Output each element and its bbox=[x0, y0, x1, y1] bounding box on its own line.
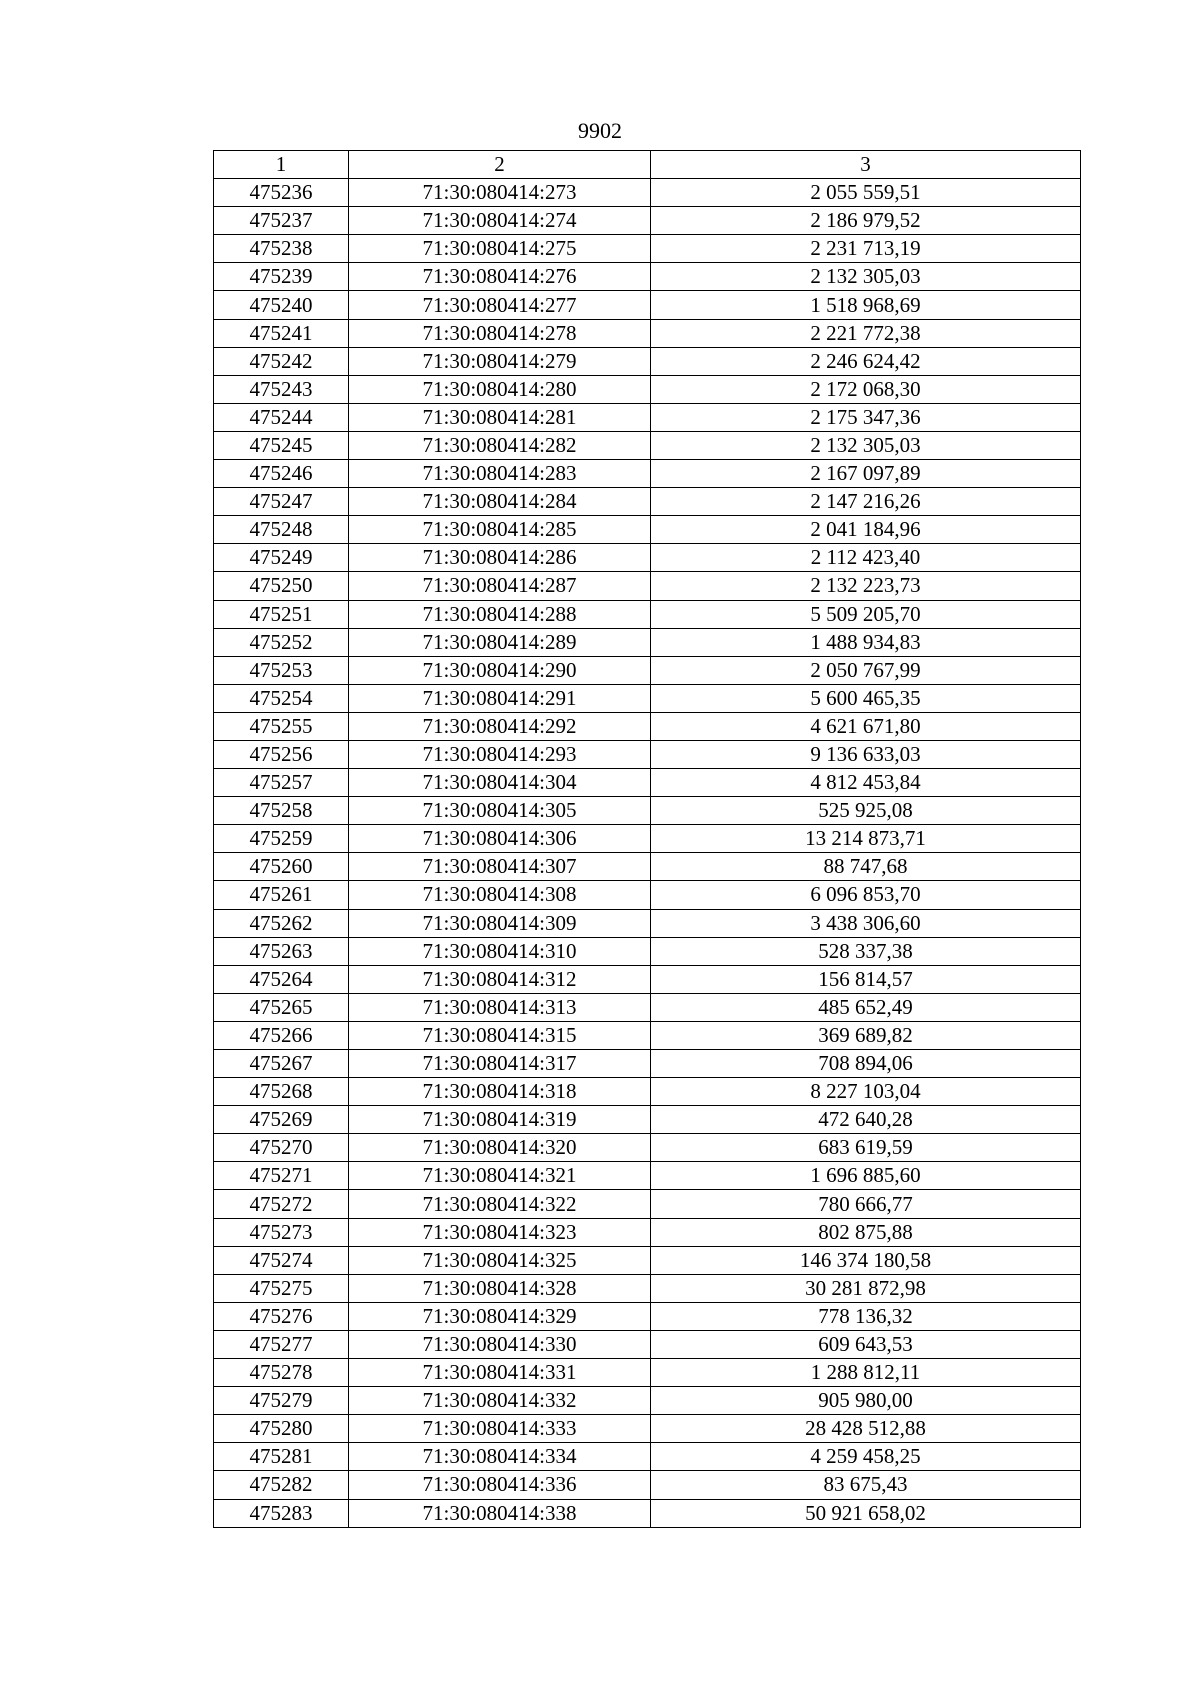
cell-number: 475236 bbox=[214, 179, 349, 207]
table-row bbox=[214, 1190, 1081, 1218]
cell-value: 802 875,88 bbox=[651, 1218, 1081, 1246]
cell-value: 485 652,49 bbox=[651, 993, 1081, 1021]
cell-value: 2 186 979,52 bbox=[651, 207, 1081, 235]
cell-number: 475267 bbox=[214, 1050, 349, 1078]
table-row bbox=[214, 544, 1081, 572]
cell-number: 475283 bbox=[214, 1499, 349, 1527]
table-row bbox=[214, 1021, 1081, 1049]
table-row bbox=[214, 460, 1081, 488]
cell-number: 475246 bbox=[214, 460, 349, 488]
cell-value: 1 288 812,11 bbox=[651, 1359, 1081, 1387]
cell-number: 475260 bbox=[214, 853, 349, 881]
cell-value: 1 488 934,83 bbox=[651, 628, 1081, 656]
table-header bbox=[214, 151, 1081, 179]
cell-value: 6 096 853,70 bbox=[651, 881, 1081, 909]
cell-value: 156 814,57 bbox=[651, 965, 1081, 993]
cell-number: 475261 bbox=[214, 881, 349, 909]
cell-value: 28 428 512,88 bbox=[651, 1415, 1081, 1443]
cell-cadastral-number: 71:30:080414:329 bbox=[349, 1302, 651, 1330]
cell-cadastral-number: 71:30:080414:318 bbox=[349, 1078, 651, 1106]
table-row bbox=[214, 600, 1081, 628]
cell-cadastral-number: 71:30:080414:278 bbox=[349, 319, 651, 347]
cell-number: 475243 bbox=[214, 375, 349, 403]
cell-number: 475278 bbox=[214, 1359, 349, 1387]
cell-value: 2 112 423,40 bbox=[651, 544, 1081, 572]
cell-number: 475252 bbox=[214, 628, 349, 656]
cell-cadastral-number: 71:30:080414:273 bbox=[349, 179, 651, 207]
table-row bbox=[214, 1106, 1081, 1134]
cell-number: 475266 bbox=[214, 1021, 349, 1049]
cell-number: 475239 bbox=[214, 263, 349, 291]
cell-cadastral-number: 71:30:080414:309 bbox=[349, 909, 651, 937]
table-row bbox=[214, 403, 1081, 431]
table-row bbox=[214, 347, 1081, 375]
table-row bbox=[214, 797, 1081, 825]
cell-value: 5 509 205,70 bbox=[651, 600, 1081, 628]
table-row bbox=[214, 909, 1081, 937]
table-row bbox=[214, 1471, 1081, 1499]
cell-number: 475274 bbox=[214, 1246, 349, 1274]
cell-number: 475245 bbox=[214, 431, 349, 459]
table-row bbox=[214, 1050, 1081, 1078]
cell-value: 2 221 772,38 bbox=[651, 319, 1081, 347]
cell-value: 2 167 097,89 bbox=[651, 460, 1081, 488]
cell-cadastral-number: 71:30:080414:320 bbox=[349, 1134, 651, 1162]
cell-number: 475276 bbox=[214, 1302, 349, 1330]
cell-cadastral-number: 71:30:080414:291 bbox=[349, 684, 651, 712]
cell-number: 475238 bbox=[214, 235, 349, 263]
cell-cadastral-number: 71:30:080414:279 bbox=[349, 347, 651, 375]
cell-cadastral-number: 71:30:080414:306 bbox=[349, 825, 651, 853]
cell-value: 146 374 180,58 bbox=[651, 1246, 1081, 1274]
cell-cadastral-number: 71:30:080414:283 bbox=[349, 460, 651, 488]
cell-value: 88 747,68 bbox=[651, 853, 1081, 881]
cell-value: 3 438 306,60 bbox=[651, 909, 1081, 937]
cell-value: 2 055 559,51 bbox=[651, 179, 1081, 207]
cell-value: 13 214 873,71 bbox=[651, 825, 1081, 853]
table-row bbox=[214, 853, 1081, 881]
table-row bbox=[214, 1415, 1081, 1443]
table-row bbox=[214, 656, 1081, 684]
cell-number: 475256 bbox=[214, 740, 349, 768]
table-row bbox=[214, 488, 1081, 516]
cell-cadastral-number: 71:30:080414:289 bbox=[349, 628, 651, 656]
cell-value: 2 231 713,19 bbox=[651, 235, 1081, 263]
cell-cadastral-number: 71:30:080414:292 bbox=[349, 712, 651, 740]
cell-value: 528 337,38 bbox=[651, 937, 1081, 965]
cell-cadastral-number: 71:30:080414:282 bbox=[349, 431, 651, 459]
cell-cadastral-number: 71:30:080414:315 bbox=[349, 1021, 651, 1049]
cell-cadastral-number: 71:30:080414:332 bbox=[349, 1387, 651, 1415]
table-row bbox=[214, 769, 1081, 797]
cell-value: 2 041 184,96 bbox=[651, 516, 1081, 544]
cell-number: 475277 bbox=[214, 1330, 349, 1358]
table-row bbox=[214, 825, 1081, 853]
table-row bbox=[214, 516, 1081, 544]
column-header-2: 2 bbox=[349, 151, 651, 179]
cell-value: 609 643,53 bbox=[651, 1330, 1081, 1358]
table-row bbox=[214, 375, 1081, 403]
cell-cadastral-number: 71:30:080414:288 bbox=[349, 600, 651, 628]
cell-value: 9 136 633,03 bbox=[651, 740, 1081, 768]
cell-number: 475248 bbox=[214, 516, 349, 544]
header-row bbox=[214, 151, 1081, 179]
cell-number: 475251 bbox=[214, 600, 349, 628]
cell-cadastral-number: 71:30:080414:323 bbox=[349, 1218, 651, 1246]
table-row bbox=[214, 235, 1081, 263]
cell-value: 2 246 624,42 bbox=[651, 347, 1081, 375]
cell-value: 780 666,77 bbox=[651, 1190, 1081, 1218]
cell-number: 475249 bbox=[214, 544, 349, 572]
cell-value: 4 621 671,80 bbox=[651, 712, 1081, 740]
table-row bbox=[214, 291, 1081, 319]
cell-cadastral-number: 71:30:080414:307 bbox=[349, 853, 651, 881]
cell-number: 475241 bbox=[214, 319, 349, 347]
cell-cadastral-number: 71:30:080414:275 bbox=[349, 235, 651, 263]
cell-cadastral-number: 71:30:080414:285 bbox=[349, 516, 651, 544]
cell-value: 708 894,06 bbox=[651, 1050, 1081, 1078]
cell-number: 475250 bbox=[214, 572, 349, 600]
cell-cadastral-number: 71:30:080414:334 bbox=[349, 1443, 651, 1471]
cell-number: 475273 bbox=[214, 1218, 349, 1246]
table-body bbox=[214, 179, 1081, 1528]
cell-cadastral-number: 71:30:080414:287 bbox=[349, 572, 651, 600]
cell-number: 475258 bbox=[214, 797, 349, 825]
cell-value: 905 980,00 bbox=[651, 1387, 1081, 1415]
cell-cadastral-number: 71:30:080414:304 bbox=[349, 769, 651, 797]
table-row bbox=[214, 628, 1081, 656]
cell-cadastral-number: 71:30:080414:330 bbox=[349, 1330, 651, 1358]
cell-number: 475263 bbox=[214, 937, 349, 965]
cell-cadastral-number: 71:30:080414:313 bbox=[349, 993, 651, 1021]
cell-cadastral-number: 71:30:080414:281 bbox=[349, 403, 651, 431]
cell-value: 369 689,82 bbox=[651, 1021, 1081, 1049]
cell-cadastral-number: 71:30:080414:274 bbox=[349, 207, 651, 235]
cell-number: 475254 bbox=[214, 684, 349, 712]
cell-value: 2 132 305,03 bbox=[651, 263, 1081, 291]
cell-cadastral-number: 71:30:080414:325 bbox=[349, 1246, 651, 1274]
cell-value: 2 132 305,03 bbox=[651, 431, 1081, 459]
cell-cadastral-number: 71:30:080414:310 bbox=[349, 937, 651, 965]
cell-value: 30 281 872,98 bbox=[651, 1274, 1081, 1302]
cell-value: 4 259 458,25 bbox=[651, 1443, 1081, 1471]
page-number: 9902 bbox=[578, 118, 622, 143]
cell-cadastral-number: 71:30:080414:322 bbox=[349, 1190, 651, 1218]
table-row bbox=[214, 1302, 1081, 1330]
cell-value: 4 812 453,84 bbox=[651, 769, 1081, 797]
cell-value: 525 925,08 bbox=[651, 797, 1081, 825]
table-row bbox=[214, 684, 1081, 712]
table-row bbox=[214, 1499, 1081, 1527]
cell-number: 475240 bbox=[214, 291, 349, 319]
cell-number: 475237 bbox=[214, 207, 349, 235]
cell-cadastral-number: 71:30:080414:284 bbox=[349, 488, 651, 516]
table-row bbox=[214, 937, 1081, 965]
data-table bbox=[213, 150, 1081, 1528]
cell-value: 778 136,32 bbox=[651, 1302, 1081, 1330]
cell-number: 475272 bbox=[214, 1190, 349, 1218]
cell-number: 475259 bbox=[214, 825, 349, 853]
cell-cadastral-number: 71:30:080414:312 bbox=[349, 965, 651, 993]
table-row bbox=[214, 993, 1081, 1021]
table-row bbox=[214, 572, 1081, 600]
cell-number: 475255 bbox=[214, 712, 349, 740]
table-row bbox=[214, 712, 1081, 740]
cell-cadastral-number: 71:30:080414:321 bbox=[349, 1162, 651, 1190]
cell-number: 475244 bbox=[214, 403, 349, 431]
cell-number: 475242 bbox=[214, 347, 349, 375]
cell-cadastral-number: 71:30:080414:290 bbox=[349, 656, 651, 684]
cell-number: 475279 bbox=[214, 1387, 349, 1415]
cell-value: 1 518 968,69 bbox=[651, 291, 1081, 319]
cell-number: 475275 bbox=[214, 1274, 349, 1302]
cell-value: 2 050 767,99 bbox=[651, 656, 1081, 684]
cell-value: 472 640,28 bbox=[651, 1106, 1081, 1134]
cell-cadastral-number: 71:30:080414:277 bbox=[349, 291, 651, 319]
column-header-3: 3 bbox=[651, 151, 1081, 179]
cell-value: 683 619,59 bbox=[651, 1134, 1081, 1162]
cell-value: 8 227 103,04 bbox=[651, 1078, 1081, 1106]
table-row bbox=[214, 319, 1081, 347]
table-row bbox=[214, 431, 1081, 459]
cell-value: 50 921 658,02 bbox=[651, 1499, 1081, 1527]
cell-number: 475282 bbox=[214, 1471, 349, 1499]
table-row bbox=[214, 263, 1081, 291]
table-row bbox=[214, 1387, 1081, 1415]
table-row bbox=[214, 179, 1081, 207]
cell-value: 1 696 885,60 bbox=[651, 1162, 1081, 1190]
cell-number: 475262 bbox=[214, 909, 349, 937]
cell-value: 5 600 465,35 bbox=[651, 684, 1081, 712]
cell-number: 475270 bbox=[214, 1134, 349, 1162]
cell-cadastral-number: 71:30:080414:317 bbox=[349, 1050, 651, 1078]
cell-number: 475253 bbox=[214, 656, 349, 684]
table-row bbox=[214, 1330, 1081, 1358]
cell-cadastral-number: 71:30:080414:293 bbox=[349, 740, 651, 768]
cell-cadastral-number: 71:30:080414:308 bbox=[349, 881, 651, 909]
table-row bbox=[214, 1359, 1081, 1387]
column-header-1: 1 bbox=[214, 151, 349, 179]
cell-value: 2 172 068,30 bbox=[651, 375, 1081, 403]
table-row bbox=[214, 1246, 1081, 1274]
table-row bbox=[214, 881, 1081, 909]
cell-cadastral-number: 71:30:080414:333 bbox=[349, 1415, 651, 1443]
cell-cadastral-number: 71:30:080414:328 bbox=[349, 1274, 651, 1302]
cell-number: 475280 bbox=[214, 1415, 349, 1443]
table-row bbox=[214, 965, 1081, 993]
table-row bbox=[214, 207, 1081, 235]
cell-number: 475269 bbox=[214, 1106, 349, 1134]
cell-cadastral-number: 71:30:080414:280 bbox=[349, 375, 651, 403]
cell-value: 83 675,43 bbox=[651, 1471, 1081, 1499]
cell-number: 475265 bbox=[214, 993, 349, 1021]
cell-cadastral-number: 71:30:080414:276 bbox=[349, 263, 651, 291]
cell-cadastral-number: 71:30:080414:338 bbox=[349, 1499, 651, 1527]
cell-value: 2 175 347,36 bbox=[651, 403, 1081, 431]
cell-number: 475247 bbox=[214, 488, 349, 516]
table-row bbox=[214, 740, 1081, 768]
cell-number: 475268 bbox=[214, 1078, 349, 1106]
cell-cadastral-number: 71:30:080414:319 bbox=[349, 1106, 651, 1134]
table-row bbox=[214, 1162, 1081, 1190]
cell-value: 2 132 223,73 bbox=[651, 572, 1081, 600]
cell-cadastral-number: 71:30:080414:336 bbox=[349, 1471, 651, 1499]
cell-cadastral-number: 71:30:080414:305 bbox=[349, 797, 651, 825]
table-row bbox=[214, 1274, 1081, 1302]
cell-value: 2 147 216,26 bbox=[651, 488, 1081, 516]
cell-number: 475264 bbox=[214, 965, 349, 993]
cell-number: 475257 bbox=[214, 769, 349, 797]
table-row bbox=[214, 1078, 1081, 1106]
table-row bbox=[214, 1134, 1081, 1162]
cell-number: 475281 bbox=[214, 1443, 349, 1471]
cell-cadastral-number: 71:30:080414:286 bbox=[349, 544, 651, 572]
table-row bbox=[214, 1218, 1081, 1246]
cell-number: 475271 bbox=[214, 1162, 349, 1190]
table-row bbox=[214, 1443, 1081, 1471]
cell-cadastral-number: 71:30:080414:331 bbox=[349, 1359, 651, 1387]
